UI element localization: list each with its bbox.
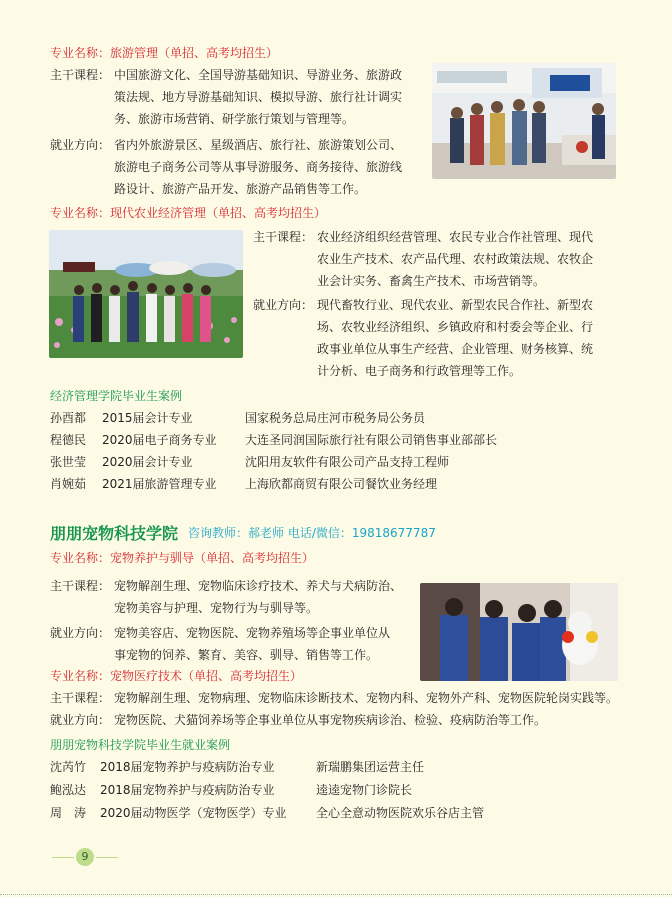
courses-label: 主干课程： [50,691,111,705]
cases-table-pet [50,756,530,825]
courses-label: 主干课程： [253,230,314,244]
courses-label: 主干课程： [50,68,111,82]
table-row: 程德民 2020届电子商务专业 大连圣同润国际旅行社有限公司销售事业部部长 [50,433,498,447]
major-title-agriculture: 专业名称：现代农业经济管理（单招、高考均招生） [50,206,327,220]
page-number: 9 [76,848,94,866]
table-row: 肖婉茹 2021届旅游管理专业 上海欣都商贸有限公司餐饮业务经理 [50,477,438,491]
table-row: 张世莹 2020届会计专业 沈阳用友软件有限公司产品支持工程师 [50,455,450,469]
courses-text: 宠物解剖生理、宠物临床诊疗技术、养犬与犬病防治、 宠物美容与护理、宠物行为与驯导等。 [114,579,403,615]
college-contact: 咨询教师：郝老师 电话/微信：19818677787 [188,526,436,540]
pet-grooming-photo [420,583,618,681]
jobs-text: 省内外旅游景区、星级酒店、旅行社、旅游策划公司、 旅游电子商务公司等从事导游服务、商务接待、旅游线 路设计、旅游产品开发、旅游产品销售等工作。 [114,138,403,196]
college-name: 朋朋宠物科技学院 [50,524,179,543]
courses-label: 主干课程： [50,579,111,593]
courses-text: 中国旅游文化、全国导游基础知识、导游业务、旅游政 策法规、地方导游基础知识、模拟导游、旅行社计调实 务、旅游市场营销、研学旅行策划与管理等。 [114,68,403,126]
table-row: 周 涛 2020届动物医学（宠物医学）专业 全心全意动物医院欢乐谷店主管 [50,806,485,820]
tourism-class-photo [432,63,616,179]
page-divider-right [96,857,118,858]
table-row: 孙酉都 2015届会计专业 国家税务总局庄河市税务局公务员 [50,411,426,425]
cases-table-economics [50,407,530,495]
jobs-label: 就业方向： [50,713,111,727]
jobs-label: 就业方向： [50,626,111,640]
major-title-tourism: 专业名称：旅游管理（单招、高考均招生） [50,46,279,60]
jobs-text: 宠物医院、犬猫饲养场等企事业单位从事宠物疾病诊治、检验、疫病防治等工作。 [114,713,547,727]
bottom-dotted-border [0,894,672,895]
jobs-text: 现代畜牧行业、现代农业、新型农民合作社、新型农 场、农牧业经济组织、乡镇政府和村委会等企业、行 政事业单位从事生产经营、企业管理、财务核算、统 计分析、电子商务和行政管理等工作。 [317,298,594,378]
agriculture-field-photo [49,230,243,358]
cases-title-pet: 朋朋宠物科技学院毕业生就业案例 [50,738,231,752]
courses-text: 农业经济组织经营管理、农民专业合作社管理、现代 农业生产技术、农产品代理、农村政策法规、农牧企 业会计实务、畜禽生产技术、市场营销等。 [317,230,594,288]
jobs-label: 就业方向： [50,138,111,152]
page-divider-left [52,857,74,858]
cases-title-economics: 经济管理学院毕业生案例 [50,389,183,403]
jobs-text: 宠物美容店、宠物医院、宠物养殖场等企事业单位从 事宠物的饲养、繁育、美容、驯导、销售等工作。 [114,626,391,662]
courses-text: 宠物解剖生理、宠物病理、宠物临床诊断技术、宠物内科、宠物外产科、宠物医院轮岗实践等。 [114,691,619,705]
table-row: 沈芮竹 2018届宠物养护与疫病防治专业 新瑞鹏集团运营主任 [50,760,425,774]
major-title-pet-care: 专业名称：宠物养护与驯导（单招、高考均招生） [50,551,315,565]
jobs-label: 就业方向： [253,298,314,312]
table-row: 鲍泓达 2018届宠物养护与疫病防治专业 逵逵宠物门诊院长 [50,783,413,797]
major-title-pet-medical: 专业名称：宠物医疗技术（单招、高考均招生） [50,669,303,683]
